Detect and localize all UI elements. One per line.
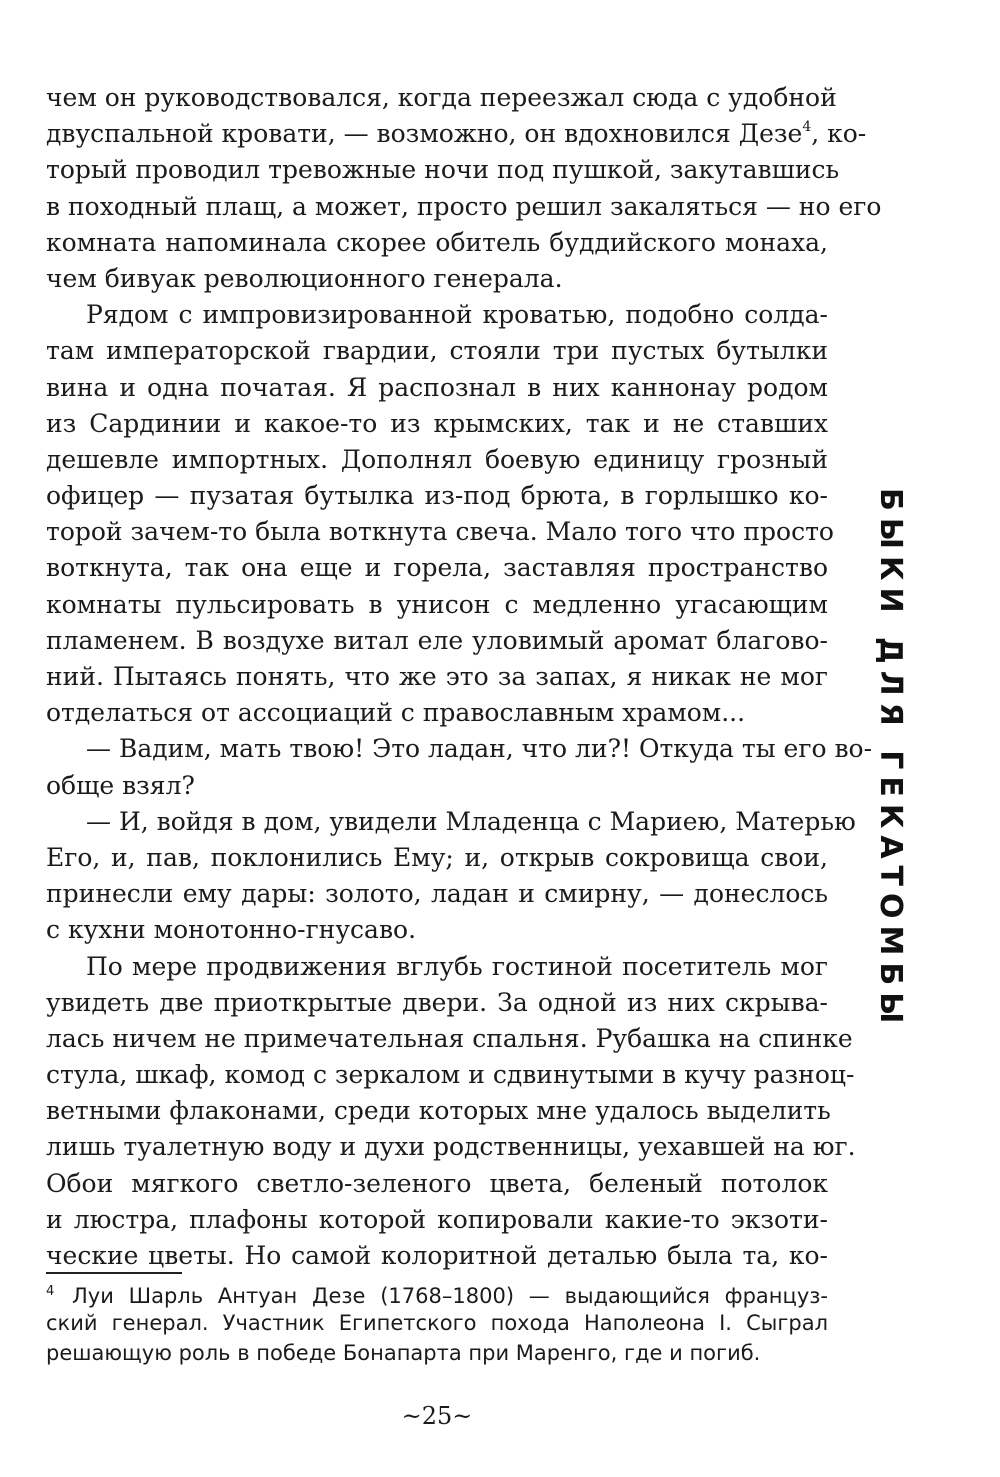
text-line-with-footnote-ref: двуспальной кровати, — возможно, он вдохновился Дезе$^4$, ко- <box>46 119 867 149</box>
text-line: увидеть две приоткрытые двери. За одной из них скрыва- <box>46 987 828 1017</box>
text-line: офицер — пузатая бутылка из-под брюта, в горлышко ко- <box>46 481 828 511</box>
text-line: в походный плащ, а может, просто решил закаляться — но его <box>46 191 882 221</box>
footnote-divider <box>46 1272 182 1274</box>
text-line: вина и одна початая. Я распознал в них каннонау родом <box>46 372 828 402</box>
running-title-text: БЫКИ ДЛЯ ГЕКАТОМБЫ <box>873 488 908 1031</box>
text-line: из Сардинии и какое-то из крымских, так и не ставших <box>46 408 828 438</box>
text-line: воткнута, так она еще и горела, заставляя пространство <box>46 553 828 583</box>
text-line: ний. Пытаясь понять, что же это за запах, я никак не мог <box>46 662 828 691</box>
text-line: там императорской гвардии, стояли три пустых бутылки <box>46 336 828 366</box>
text-line: комната напоминала скорее обитель буддийского монаха, <box>46 227 828 257</box>
text-line: дешевле импортных. Дополнял боевую единицу грозный <box>46 444 828 474</box>
dialogue-line: Его, и, пав, поклонились Ему; и, открыв сокровища свои, <box>46 842 828 872</box>
text-line: и люстра, плафоны которой копировали какие-то экзоти- <box>46 1204 828 1234</box>
dialogue-line: принесли ему дары: золото, ладан и смирну, — донеслось <box>46 879 828 909</box>
text-line: пламенем. В воздухе витал еле уловимый аромат благово- <box>46 625 828 655</box>
main-text <box>46 80 882 1274</box>
text-line: лась ничем не примечательная спальня. Рубашка на спинке <box>46 1023 853 1053</box>
text-line: комнаты пульсировать в унисон с медленно угасающим <box>46 589 828 619</box>
dialogue-line: — Вадим, мать твою! Это ладан, что ли?! Откуда ты его во- <box>86 734 873 764</box>
text-line: отделаться от ассоциаций с православным храмом... <box>46 698 746 728</box>
dialogue-line: с кухни монотонно-гнусаво. <box>46 915 417 945</box>
dialogue-line: обще взял? <box>46 770 195 800</box>
footnote-marker: 4 <box>46 1284 55 1299</box>
text-line: ветными флаконами, среди которых мне удалось выделить <box>46 1096 831 1126</box>
text-line: лишь туалетную воду и духи родственницы, уехавшей на юг. <box>46 1132 856 1162</box>
footnote-line: решающую роль в победе Бонапарта при Маренго, где и погиб. <box>46 1341 761 1365</box>
text-line: чем бивуак революционного генерала. <box>46 263 563 293</box>
footnote-line: 4 Луи Шарль Антуан Дезе (1768–1800) — выдающийся француз- <box>46 1277 828 1308</box>
text-line: торый проводил тревожные ночи под пушкой, закутавшись <box>46 155 840 185</box>
text-line: Обои мягкого светло-зеленого цвета, беленый потолок <box>46 1168 828 1198</box>
text-line: стула, шкаф, комод с зеркалом и сдвинутыми в кучу разноц- <box>46 1060 855 1090</box>
text-line: Рядом с импровизированной кроватью, подобно солда- <box>86 300 828 330</box>
text-line: чем он руководствовался, когда переезжал сюда с удобной <box>46 83 837 112</box>
footnote <box>46 1277 828 1369</box>
text-line: По мере продвижения вглубь гостиной посетитель мог <box>86 951 828 981</box>
text-line: торой зачем-то была воткнута свеча. Мало того что просто <box>46 517 834 547</box>
dialogue-line: — И, войдя в дом, увидели Младенца с Мариею, Матерью <box>86 806 856 836</box>
footnote-line: ский генерал. Участник Египетского похода Наполеона I. Сыграл <box>46 1310 828 1335</box>
footnote-reference[interactable]: 4 <box>802 119 812 136</box>
page-number: ~25~ <box>401 1402 473 1430</box>
text-line: ческие цветы. Но самой колоритной деталью была та, ко- <box>46 1241 828 1270</box>
